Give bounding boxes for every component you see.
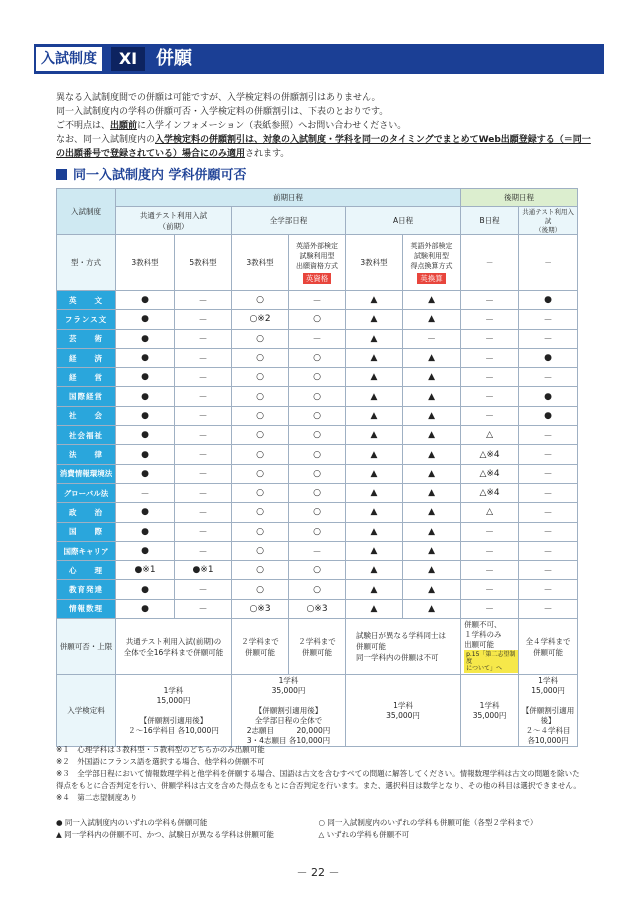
legend-triangle: ▲ 同一学科内の併願不可、かつ、試験日が異なる学科は併願可能 bbox=[56, 830, 274, 839]
availability-cell: ○ bbox=[289, 426, 346, 445]
availability-cell: － bbox=[461, 368, 519, 387]
availability-cell: － bbox=[519, 445, 578, 464]
square-bullet-icon bbox=[56, 169, 67, 180]
availability-cell: ○ bbox=[289, 503, 346, 522]
availability-cell: － bbox=[461, 329, 519, 348]
availability-cell: ▲ bbox=[403, 561, 461, 580]
footnote: ※２ 外国語にフランス語を選択する場合、他学科の併願不可 bbox=[56, 757, 265, 766]
availability-cell: ● bbox=[116, 522, 175, 541]
table-row bbox=[57, 445, 578, 464]
availability-cell: △ bbox=[461, 426, 519, 445]
department-name: 心 理 bbox=[57, 561, 116, 580]
availability-cell: ○ bbox=[289, 310, 346, 329]
header-kyotsu-late: 共通テスト利用入試 （後期） bbox=[519, 207, 578, 235]
availability-cell: ● bbox=[519, 291, 578, 310]
availability-cell: ▲ bbox=[346, 541, 403, 560]
availability-cell: ○ bbox=[232, 348, 289, 367]
availability-cell: － bbox=[175, 406, 232, 425]
combined-application-table bbox=[56, 188, 578, 747]
type-cell: 英語外部検定 試験利用型 得点換算方式 英換算 bbox=[403, 235, 461, 291]
availability-cell: － bbox=[175, 426, 232, 445]
availability-cell: ● bbox=[519, 348, 578, 367]
availability-cell: ○ bbox=[232, 291, 289, 310]
intro-line: なお、同一入試制度内の入学検定料の併願割引は、対象の入試制度・学科を同一のタイミングでまとめてWeb出願登録する（＝同一の出願番号で登録されている）場合にのみ適用されます。 bbox=[56, 135, 591, 159]
availability-cell: ○ bbox=[232, 464, 289, 483]
availability-cell: ○ bbox=[232, 580, 289, 599]
table-row bbox=[57, 483, 578, 502]
availability-cell: ▲ bbox=[346, 348, 403, 367]
limit-zen-eng: ２学科まで 併願可能 bbox=[289, 619, 346, 675]
availability-cell: － bbox=[461, 599, 519, 618]
availability-cell: ▲ bbox=[403, 291, 461, 310]
table-row bbox=[57, 348, 578, 367]
availability-cell: ▲ bbox=[403, 483, 461, 502]
department-name: 社会福祉 bbox=[57, 426, 116, 445]
header-system: 入試制度 bbox=[57, 189, 116, 235]
type-cell: － bbox=[461, 235, 519, 291]
availability-cell: ▲ bbox=[346, 483, 403, 502]
availability-cell: ▲ bbox=[403, 406, 461, 425]
department-rows bbox=[57, 291, 578, 619]
eng-qual-tag: 英資格 bbox=[303, 273, 332, 284]
header-kyotsu-early: 共通テスト利用入試 （前期） bbox=[116, 207, 232, 235]
availability-cell: △※4 bbox=[461, 464, 519, 483]
table-row bbox=[57, 291, 578, 310]
availability-cell: ▲ bbox=[346, 329, 403, 348]
availability-cell: ● bbox=[116, 464, 175, 483]
availability-cell: － bbox=[175, 291, 232, 310]
availability-cell: － bbox=[461, 541, 519, 560]
availability-cell: ▲ bbox=[346, 368, 403, 387]
availability-cell: ▲ bbox=[403, 541, 461, 560]
department-name: 芸 術 bbox=[57, 329, 116, 348]
availability-cell: ▲ bbox=[346, 561, 403, 580]
availability-cell: ● bbox=[116, 599, 175, 618]
legend-filled-circle: ● 同一入試制度内のいずれの学科も併願可能 bbox=[56, 818, 208, 827]
header-type: 型・方式 bbox=[57, 235, 116, 291]
table-row bbox=[57, 599, 578, 618]
department-name: フランス文 bbox=[57, 310, 116, 329]
availability-cell: ▲ bbox=[346, 310, 403, 329]
table-row bbox=[57, 310, 578, 329]
header-b: B日程 bbox=[461, 207, 519, 235]
availability-cell: － bbox=[519, 522, 578, 541]
header-late: 後期日程 bbox=[461, 189, 578, 207]
availability-cell: － bbox=[519, 426, 578, 445]
availability-cell: － bbox=[461, 348, 519, 367]
table-row bbox=[57, 387, 578, 406]
availability-cell: ● bbox=[519, 387, 578, 406]
availability-cell: － bbox=[175, 599, 232, 618]
availability-cell: ▲ bbox=[403, 580, 461, 599]
availability-cell: ●※1 bbox=[175, 561, 232, 580]
availability-cell: ○ bbox=[289, 368, 346, 387]
availability-cell: － bbox=[175, 483, 232, 502]
availability-cell: － bbox=[175, 445, 232, 464]
availability-cell: ▲ bbox=[346, 406, 403, 425]
chapter-category: 入試制度 bbox=[34, 45, 104, 73]
table-row bbox=[57, 329, 578, 348]
chapter-title: 併願 bbox=[156, 48, 192, 69]
availability-cell: ○ bbox=[232, 329, 289, 348]
table-row bbox=[57, 464, 578, 483]
availability-cell: － bbox=[519, 541, 578, 560]
availability-cell: ● bbox=[519, 406, 578, 425]
availability-cell: △※4 bbox=[461, 445, 519, 464]
availability-cell: ▲ bbox=[403, 599, 461, 618]
availability-cell: ○ bbox=[289, 580, 346, 599]
footnote: ※１ 心理学科は３教科型・５教科型のどちらかのみ出願可能 bbox=[56, 745, 265, 754]
availability-cell: ▲ bbox=[346, 599, 403, 618]
type-cell: － bbox=[519, 235, 578, 291]
availability-cell: － bbox=[461, 522, 519, 541]
availability-cell: ▲ bbox=[346, 464, 403, 483]
availability-cell: ○ bbox=[232, 387, 289, 406]
limit-kyotsu-early: 共通テスト利用入試(前期)の 全体で全16学科まで併願可能 bbox=[116, 619, 232, 675]
availability-cell: ● bbox=[116, 329, 175, 348]
availability-cell: － bbox=[519, 561, 578, 580]
department-name: 英 文 bbox=[57, 291, 116, 310]
availability-cell: ● bbox=[116, 387, 175, 406]
availability-cell: － bbox=[175, 580, 232, 599]
availability-cell: － bbox=[175, 368, 232, 387]
second-choice-note: p.15「第二志望制度 について」へ bbox=[464, 650, 518, 673]
availability-cell: ○ bbox=[289, 387, 346, 406]
availability-cell: － bbox=[175, 348, 232, 367]
type-cell: 3教科型 bbox=[346, 235, 403, 291]
availability-cell: ● bbox=[116, 406, 175, 425]
limit-b: 併願不可、 １学科のみ 出願可能 p.15「第二志望制度 について」へ bbox=[461, 619, 519, 675]
availability-cell: － bbox=[175, 503, 232, 522]
availability-cell: － bbox=[289, 291, 346, 310]
department-name: 経 済 bbox=[57, 348, 116, 367]
availability-cell: － bbox=[175, 329, 232, 348]
limit-label: 併願可否・上限 bbox=[57, 619, 116, 675]
availability-cell: ▲ bbox=[403, 387, 461, 406]
availability-cell: ▲ bbox=[346, 387, 403, 406]
fee-kyotsu-early: 1学科 15,000円 【併願割引適用後】 ２～16学科目 各10,000円 bbox=[116, 675, 232, 747]
department-name: 消費情報環境法 bbox=[57, 464, 116, 483]
availability-cell: － bbox=[461, 291, 519, 310]
table-row bbox=[57, 406, 578, 425]
availability-cell: ○※3 bbox=[232, 599, 289, 618]
availability-cell: ○ bbox=[232, 445, 289, 464]
availability-cell: ○ bbox=[289, 522, 346, 541]
availability-cell: － bbox=[461, 561, 519, 580]
availability-cell: － bbox=[289, 329, 346, 348]
legend bbox=[56, 817, 581, 841]
department-name: 国際キャリア bbox=[57, 541, 116, 560]
availability-cell: ○ bbox=[289, 406, 346, 425]
availability-cell: ○ bbox=[232, 541, 289, 560]
availability-cell: ○ bbox=[232, 522, 289, 541]
type-cell: 3教科型 bbox=[116, 235, 175, 291]
department-name: 国際経営 bbox=[57, 387, 116, 406]
table-row bbox=[57, 426, 578, 445]
availability-cell: － bbox=[175, 541, 232, 560]
availability-cell: ● bbox=[116, 445, 175, 464]
availability-cell: ○ bbox=[232, 503, 289, 522]
availability-cell: － bbox=[519, 310, 578, 329]
availability-cell: － bbox=[403, 329, 461, 348]
availability-cell: ▲ bbox=[403, 464, 461, 483]
availability-cell: － bbox=[175, 310, 232, 329]
eng-convert-tag: 英換算 bbox=[417, 273, 446, 284]
department-name: 教育発達 bbox=[57, 580, 116, 599]
availability-cell: － bbox=[175, 522, 232, 541]
department-name: 社 会 bbox=[57, 406, 116, 425]
availability-cell: ○ bbox=[232, 483, 289, 502]
availability-cell: ▲ bbox=[346, 522, 403, 541]
availability-cell: ○ bbox=[289, 483, 346, 502]
availability-cell: － bbox=[461, 310, 519, 329]
availability-cell: ● bbox=[116, 310, 175, 329]
availability-cell: － bbox=[289, 541, 346, 560]
availability-cell: ○ bbox=[232, 406, 289, 425]
department-name: 情報数理 bbox=[57, 599, 116, 618]
availability-cell: ▲ bbox=[403, 368, 461, 387]
fee-a: 1学科 35,000円 bbox=[346, 675, 461, 747]
availability-cell: ○ bbox=[289, 445, 346, 464]
availability-cell: － bbox=[175, 387, 232, 406]
fee-zengakubu: 1学科 35,000円 【併願割引適用後】 全学部日程の全体で 2志願目 20,000円 3・4志願目 各10,000円 bbox=[232, 675, 346, 747]
availability-cell: ▲ bbox=[346, 291, 403, 310]
type-cell: 英語外部検定 試験利用型 出願資格方式 英資格 bbox=[289, 235, 346, 291]
availability-cell: － bbox=[519, 329, 578, 348]
availability-cell: ● bbox=[116, 503, 175, 522]
availability-cell: － bbox=[519, 368, 578, 387]
availability-cell: ● bbox=[116, 426, 175, 445]
availability-cell: ○ bbox=[289, 561, 346, 580]
section-title: 同一入試制度内 学科併願可否 bbox=[56, 168, 247, 184]
availability-cell: ● bbox=[116, 541, 175, 560]
availability-cell: ▲ bbox=[346, 580, 403, 599]
limit-zen-3: ２学科まで 併願可能 bbox=[232, 619, 289, 675]
availability-cell: － bbox=[116, 483, 175, 502]
header-a: A日程 bbox=[346, 207, 461, 235]
availability-cell: － bbox=[519, 503, 578, 522]
header-early: 前期日程 bbox=[116, 189, 461, 207]
intro-line: 同一入試制度内の学科の併願可否・入学検定料の併願割引は、下表のとおりです。 bbox=[56, 107, 389, 117]
availability-cell: － bbox=[519, 599, 578, 618]
table-row bbox=[57, 541, 578, 560]
availability-cell: ▲ bbox=[346, 426, 403, 445]
footnote: ※３ 全学部日程において情報数理学科と他学科を併願する場合、国語は古文を含むすべての問題に解答してください。情報数理学科は古文の問題を除いた得点をもとに合否判定を行い、併願学科は古文を含めた得点をもとに合否判定を行います。また、選択科目は数学となり、その他の科目は選択できません。 bbox=[56, 769, 581, 790]
limit-a: 試験日が異なる学科同士は 併願可能 同一学科内の併願は不可 bbox=[346, 619, 461, 675]
fee-kyotsu-late: 1学科 15,000円 【併願割引適用後】 ２～４学科目 各10,000円 bbox=[519, 675, 578, 747]
limit-kyotsu-late: 全４学科まで 併願可能 bbox=[519, 619, 578, 675]
chapter-number: XI bbox=[111, 47, 145, 71]
availability-cell: － bbox=[175, 464, 232, 483]
department-name: 経 営 bbox=[57, 368, 116, 387]
table-row bbox=[57, 561, 578, 580]
availability-cell: ▲ bbox=[403, 503, 461, 522]
intro-line: ご不明点は、出願前に入学インフォメーション（表紙参照）へお問い合わせください。 bbox=[56, 121, 407, 131]
legend-open-triangle: △ いずれの学科も併願不可 bbox=[318, 830, 410, 839]
availability-cell: ● bbox=[116, 348, 175, 367]
page-number: － 22 － bbox=[296, 866, 340, 879]
availability-cell: － bbox=[461, 406, 519, 425]
availability-cell: ○ bbox=[232, 368, 289, 387]
availability-cell: ● bbox=[116, 580, 175, 599]
availability-cell: ▲ bbox=[403, 445, 461, 464]
table-row bbox=[57, 580, 578, 599]
table-row bbox=[57, 368, 578, 387]
fee-b: 1学科 35,000円 bbox=[461, 675, 519, 747]
availability-cell: － bbox=[461, 580, 519, 599]
footnotes bbox=[56, 744, 581, 804]
legend-open-circle: ○ 同一入試制度内のいずれの学科も併願可能（各型２学科まで） bbox=[318, 818, 538, 827]
availability-cell: ▲ bbox=[403, 426, 461, 445]
table-row bbox=[57, 503, 578, 522]
availability-cell: － bbox=[461, 387, 519, 406]
availability-cell: － bbox=[519, 580, 578, 599]
fee-label: 入学検定料 bbox=[57, 675, 116, 747]
availability-cell: ● bbox=[116, 368, 175, 387]
type-cell: 3教科型 bbox=[232, 235, 289, 291]
type-cell: 5教科型 bbox=[175, 235, 232, 291]
availability-cell: － bbox=[519, 464, 578, 483]
availability-cell: ▲ bbox=[346, 503, 403, 522]
availability-cell: ▲ bbox=[346, 445, 403, 464]
availability-cell: ▲ bbox=[403, 348, 461, 367]
availability-cell: △※4 bbox=[461, 483, 519, 502]
availability-cell: ● bbox=[116, 291, 175, 310]
intro-line: 異なる入試制度間での併願は可能ですが、入学検定料の併願割引はありません。 bbox=[56, 93, 381, 103]
availability-cell: ○※3 bbox=[289, 599, 346, 618]
department-name: グローバル法 bbox=[57, 483, 116, 502]
availability-cell: ▲ bbox=[403, 310, 461, 329]
table-row bbox=[57, 522, 578, 541]
availability-cell: ●※1 bbox=[116, 561, 175, 580]
availability-cell: － bbox=[519, 483, 578, 502]
availability-cell: ○ bbox=[232, 426, 289, 445]
department-name: 国 際 bbox=[57, 522, 116, 541]
header-zengakubu: 全学部日程 bbox=[232, 207, 346, 235]
department-name: 政 治 bbox=[57, 503, 116, 522]
availability-cell: ○ bbox=[289, 348, 346, 367]
availability-cell: ▲ bbox=[403, 522, 461, 541]
footnote: ※４ 第二志望制度あり bbox=[56, 793, 138, 802]
intro-text bbox=[56, 91, 596, 161]
availability-cell: ○ bbox=[232, 561, 289, 580]
availability-cell: ○ bbox=[289, 464, 346, 483]
department-name: 法 律 bbox=[57, 445, 116, 464]
availability-cell: ○※2 bbox=[232, 310, 289, 329]
availability-cell: △ bbox=[461, 503, 519, 522]
